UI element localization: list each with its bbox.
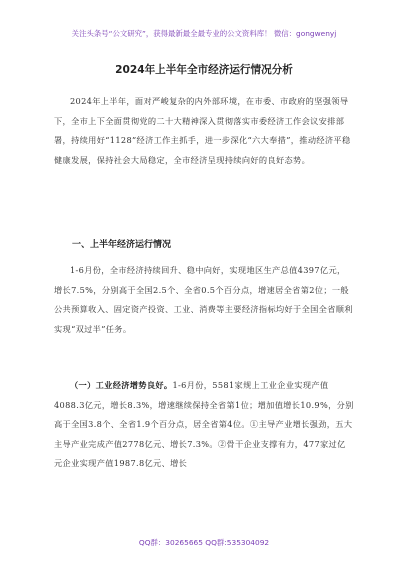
section-paragraph: 1-6月份，全市经济持续回升、稳中向好，实现地区生产总值4397亿元，增长7.5%，分别高于全国2.5个、全省0.5个百分点，增速居全省第2位；一般公共预算收入、固定资产投资、工业、消费等主要经济指标均好于全国全省顺利实现“双过半”任务。: [54, 265, 353, 334]
header-banner: 关注头条号“公文研究”，获得最新最全最专业的公文资料库！ 微信：gongwenyj: [71, 29, 337, 38]
section-heading: 一、上半年经济运行情况: [72, 240, 172, 250]
subsection-lead: （一）工业经济增势良好。: [70, 380, 173, 390]
subsection-paragraph: [54, 376, 354, 474]
footer-contact: QQ群：30265665 QQ群:535304092: [138, 538, 270, 547]
intro-paragraph: 2024年上半年，面对严峻复杂的内外部环境，在市委、市政府的坚强领导下，全市上下全面贯彻党的二十大精神深入贯彻落实市委经济工作会议安排部署，持续用好“1128”经济工作主抓手，进一步深化“六大奉措”，推动经济平稳健康发展，保持社会大局稳定，全市经济呈现持续向好的良好态势。: [54, 96, 351, 165]
subsection-body: 1-6月份，5581家规上工业企业实现产值4088.3亿元，增长8.3%，增速继续保持全省第1位；增加值增长10.9%，分别高于全国3.8个、全省1.9个百分点，居全省第4位。①主导产业增长强劲，五大主导产业完成产值2778亿元、增长7.3%。②骨干企业支撑有力，477家过亿元企业实现产值1987.8亿元、增长: [54, 380, 354, 468]
document-title: 2024年上半年全市经济运行情况分析: [115, 64, 293, 76]
